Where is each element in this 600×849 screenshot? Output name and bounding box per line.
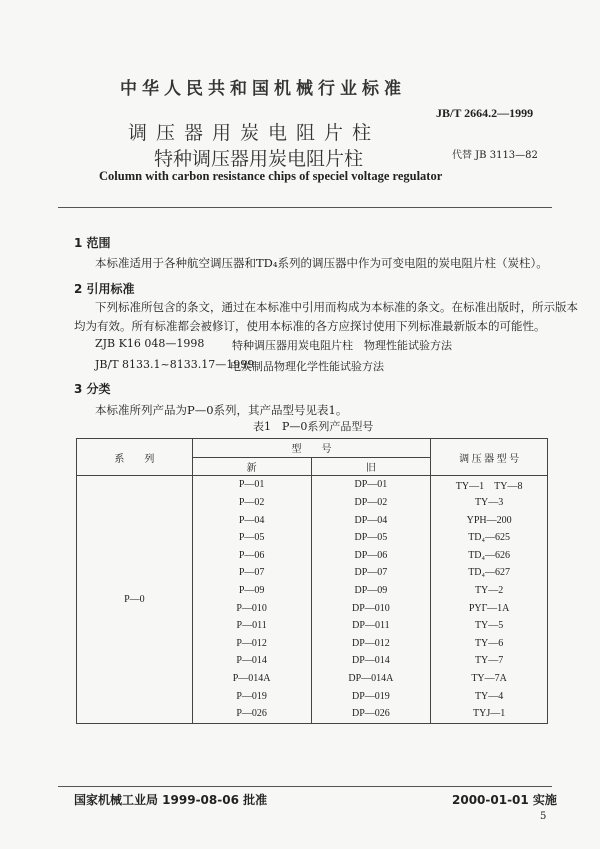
table-body bbox=[77, 476, 548, 723]
cell-old: DP—01 bbox=[311, 476, 431, 494]
replaces-note: 代替 JB 3113—82 bbox=[452, 150, 538, 161]
section-1-heading: 1 范围 bbox=[74, 236, 111, 250]
section-2-heading: 2 引用标准 bbox=[74, 282, 135, 296]
cell-old: DP—05 bbox=[311, 529, 431, 547]
cell-new: P—019 bbox=[192, 687, 311, 705]
title-cn-sub: 特种调压器用炭电阻片柱 bbox=[154, 148, 364, 170]
header-regulator: 调 压 器 型 号 bbox=[431, 439, 548, 476]
ref-2-code: JB/T 8133.1~8133.17—1999 bbox=[95, 358, 255, 371]
cell-new: P—014A bbox=[192, 670, 311, 688]
cell-old: DP—014A bbox=[311, 670, 431, 688]
series-cell: P—0 bbox=[77, 476, 193, 723]
table-caption: 表1 P—0系列产品型号 bbox=[253, 420, 374, 433]
cell-regulator: TY—7A bbox=[431, 670, 548, 688]
cell-old: DP—010 bbox=[311, 599, 431, 617]
header-model: 型 号 bbox=[192, 439, 430, 458]
cell-regulator: TY—1 TY—8 bbox=[431, 476, 548, 494]
cell-new: P—07 bbox=[192, 564, 311, 582]
cell-old: DP—07 bbox=[311, 564, 431, 582]
cell-regulator: TD₄—627 bbox=[431, 564, 548, 582]
ref-2-title: 电炭制品物理化学性能试验方法 bbox=[230, 360, 384, 373]
cell-new: P—02 bbox=[192, 494, 311, 512]
page-number: 5 bbox=[540, 811, 547, 822]
cell-old: DP—09 bbox=[311, 582, 431, 600]
cell-new: P—01 bbox=[192, 476, 311, 494]
cell-new: P—012 bbox=[192, 635, 311, 653]
cell-old: DP—011 bbox=[311, 617, 431, 635]
cell-regulator: TY—4 bbox=[431, 687, 548, 705]
cell-old: DP—026 bbox=[311, 705, 431, 723]
cell-new: P—09 bbox=[192, 582, 311, 600]
cell-old: DP—04 bbox=[311, 511, 431, 529]
header-old: 旧 bbox=[311, 457, 431, 476]
cell-regulator: TD₄—626 bbox=[431, 547, 548, 565]
cell-new: P—05 bbox=[192, 529, 311, 547]
cell-regulator: TY—2 bbox=[431, 582, 548, 600]
table-row bbox=[77, 476, 548, 494]
header-divider bbox=[58, 207, 552, 208]
ref-1-title: 特种调压器用炭电阻片柱 物理性能试验方法 bbox=[232, 339, 452, 352]
approval-note: 国家机械工业局 1999-08-06 批准 bbox=[74, 793, 268, 807]
ref-1-code: ZJB K16 048—1998 bbox=[95, 337, 205, 350]
section-1-text: 本标准适用于各种航空调压器和TD₄系列的调压器中作为可变电阻的炭电阻片柱（炭柱）。 bbox=[95, 256, 548, 270]
cell-new: P—026 bbox=[192, 705, 311, 723]
cell-regulator: TY—3 bbox=[431, 494, 548, 512]
cell-new: P—06 bbox=[192, 547, 311, 565]
cell-regulator: TY—7 bbox=[431, 652, 548, 670]
cell-regulator: TY—6 bbox=[431, 635, 548, 653]
cell-new: P—04 bbox=[192, 511, 311, 529]
cell-new: P—010 bbox=[192, 599, 311, 617]
issuing-body: 中华人民共和国机械行业标准 bbox=[120, 79, 406, 99]
title-en: Column with carbon resistance chips of speciel voltage regulator bbox=[99, 169, 443, 183]
header-new: 新 bbox=[192, 457, 311, 476]
section-2-text-line2: 均为有效。所有标准都会被修订，使用本标准的各方应探讨使用下列标准最新版本的可能性。 bbox=[74, 319, 546, 333]
cell-regulator: YPH—200 bbox=[431, 511, 548, 529]
section-3-heading: 3 分类 bbox=[74, 382, 111, 396]
cell-old: DP—06 bbox=[311, 547, 431, 565]
standard-number: JB/T 2664.2—1999 bbox=[436, 106, 534, 120]
header-series: 系 列 bbox=[77, 439, 193, 476]
effective-note: 2000-01-01 实施 bbox=[452, 793, 557, 807]
cell-old: DP—012 bbox=[311, 635, 431, 653]
product-model-table bbox=[76, 438, 548, 724]
cell-old: DP—019 bbox=[311, 687, 431, 705]
cell-old: DP—014 bbox=[311, 652, 431, 670]
cell-regulator: TD₄—625 bbox=[431, 529, 548, 547]
title-cn-main: 调压器用炭电阻片柱 bbox=[128, 122, 381, 144]
cell-new: P—014 bbox=[192, 652, 311, 670]
cell-old: DP—02 bbox=[311, 494, 431, 512]
cell-new: P—011 bbox=[192, 617, 311, 635]
cell-regulator: PYГ—1A bbox=[431, 599, 548, 617]
cell-regulator: TY—5 bbox=[431, 617, 548, 635]
cell-regulator: TYJ—1 bbox=[431, 705, 548, 723]
footer-divider bbox=[58, 786, 552, 787]
section-2-text-line1: 下列标准所包含的条文，通过在本标准中引用而构成为本标准的条文。在标准出版时，所示版本 bbox=[95, 300, 578, 314]
section-3-text: 本标准所列产品为P—0系列，其产品型号见表1。 bbox=[95, 403, 348, 417]
